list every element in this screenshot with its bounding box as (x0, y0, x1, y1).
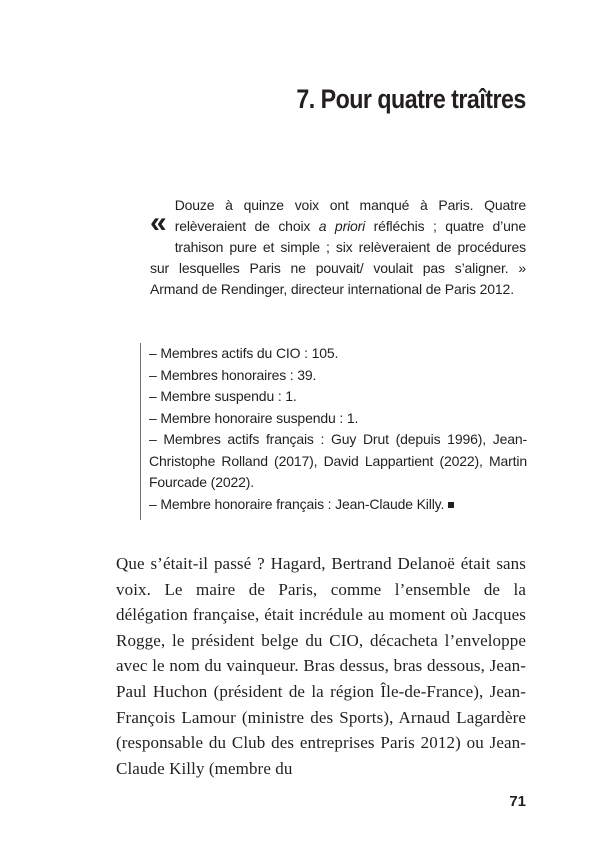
fact-item: – Membre honoraire suspendu : 1. (149, 409, 359, 426)
page-number: 71 (509, 793, 526, 810)
fact-item: – Membres actifs du CIO : 105. (149, 345, 339, 361)
fact-item: – Membres honoraires : 39. (149, 366, 317, 383)
chapter-title: 7. Pour quatre traîtres (296, 84, 526, 114)
epigraph-quote (150, 195, 526, 300)
black-square-icon (448, 502, 454, 508)
facts-box (140, 343, 527, 520)
opening-quote-mark: « (150, 206, 167, 239)
fact-item: – Membres actifs français : Guy Drut (depuis 1996), Jean-Christophe Rolland (2017), David Lappartient (2022), Martin Fourcade (2022). (149, 431, 527, 490)
quote-text (150, 195, 526, 300)
facts-list (141, 343, 527, 515)
quote-text-start: Douze à quinze voix ont manqué à Paris. Quatre relèveraient de choix (174, 197, 526, 234)
body-paragraph: Que s’était-il passé ? Hagard, Bertrand Delanoë était sans voix. Le maire de Paris, comme l’ensemble de la délégation française, était incrédule au moment où Jacques Rogge, le président belge du CIO, décacheta l’enveloppe avec le nom du vainqueur. Bras dessus, bras dessous, Jean-Paul Huchon (président de la région Île-de-France), Jean-François Lamour (ministre des Sports), Arnaud Lagardère (responsable du Club des entreprises Paris 2012) ou Jean-Claude Killy (membre du (116, 554, 526, 778)
fact-item: – Membre suspendu : 1. (149, 388, 297, 404)
quote-text-end: réfléchis ; quatre d’une trahison pure et simple ; six relèveraient de procédures sur lesquelles Paris ne pouvait/ voulait pas s’aligner. » Armand de Rendinger, directeur international de Paris 2012. (150, 218, 527, 297)
fact-item-text: – Membre honoraire français : Jean-Claude Killy. (149, 495, 445, 512)
quote-italic-phrase: a priori (318, 218, 366, 234)
fact-item-last (149, 494, 527, 516)
